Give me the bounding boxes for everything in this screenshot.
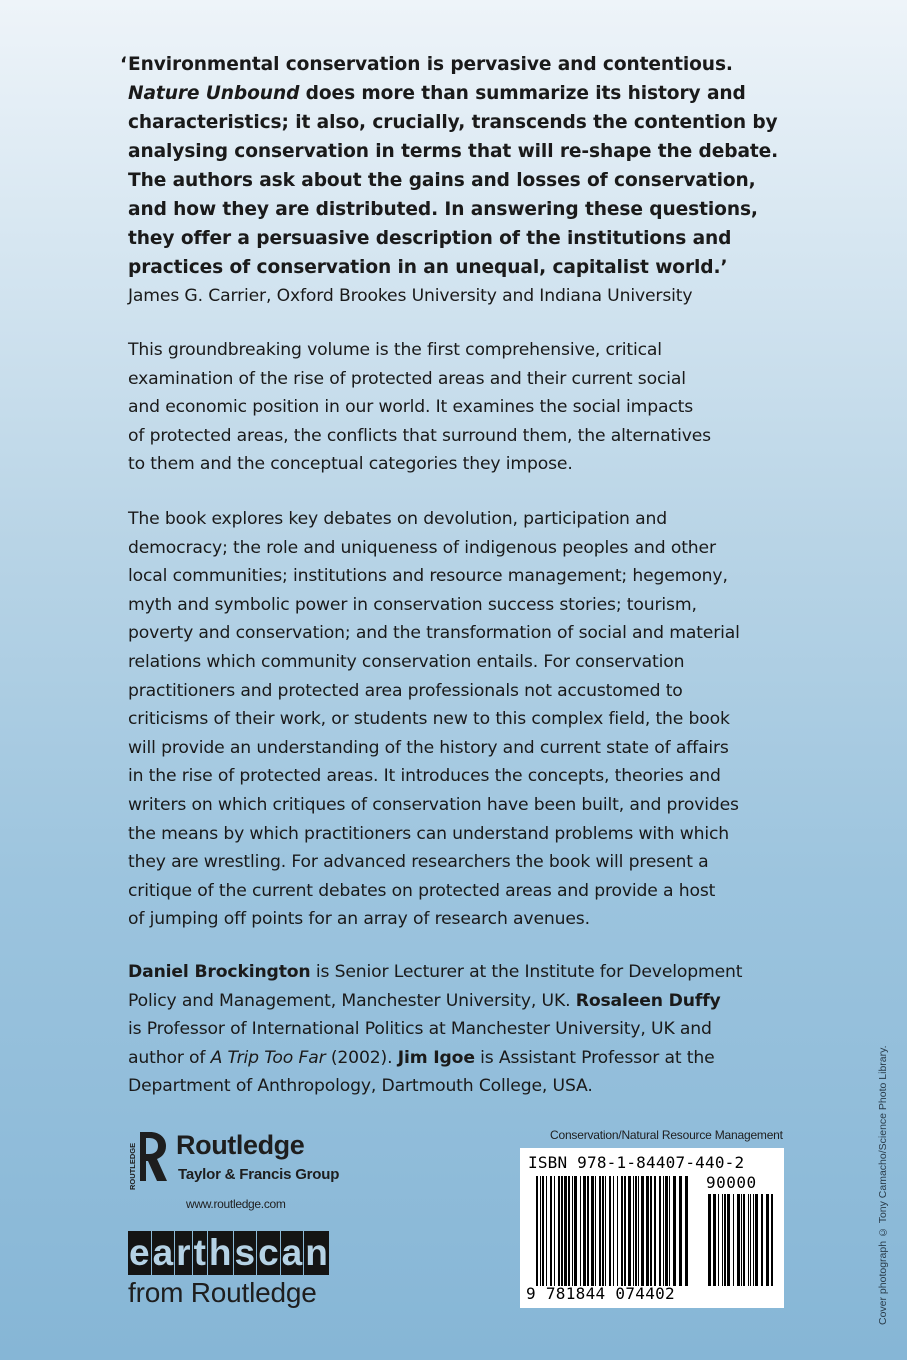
barcode-bar [580, 1176, 581, 1286]
barcode-bar [708, 1194, 711, 1286]
barcode-bar [654, 1176, 656, 1286]
quote-line: and how they are distributed. In answering these questions, [128, 199, 758, 220]
barcode-bar [685, 1176, 688, 1286]
barcode-bar [741, 1194, 742, 1286]
quote-line: The authors ask about the gains and losses of conservation, [128, 170, 756, 191]
publisher-group: Taylor & Francis Group [178, 1166, 340, 1183]
barcode-bar [665, 1176, 668, 1286]
quote-line: Environmental conservation is pervasive and contentious. [128, 54, 733, 75]
barcode-bar [635, 1176, 637, 1286]
barcode-bar [605, 1176, 606, 1286]
barcode-bar [673, 1176, 676, 1286]
barcode-bar [536, 1176, 538, 1286]
author-bios: Daniel Brockington is Senior Lecturer at the Institute for Development Policy and Management, Manchester University, UK. Rosaleen Duffy is Professor of International Politics at Manchester University, UK and author of A Trip Too Far (2002). Jim Igoe is Assistant Professor at the Department of Anthropology, Dartmouth College, USA. [128, 962, 743, 1097]
barcode-bar [650, 1176, 652, 1286]
barcode-bar [583, 1176, 586, 1286]
photo-credit: Cover photograph © Tony Camacho/Science Photo Library. [877, 1045, 889, 1325]
description-paragraph-2: The book explores key debates on devolution, participation and democracy; the role and uniqueness of indigenous peoples and other local communities; institutions and resource management; hegemony, myth and symbolic power in conservation success stories; tourism, poverty and conservation; and the transformation of social and material relations which community conservation entails. For conservation practitioners and protected area professionals not accustomed to criticisms of their work, or students new to this complex field, the book will provide an understanding of the history and current state of affairs in the rise of protected areas. It introduces the concepts, theories and writers on which critiques of conservation have been built, and provides the means by which practitioners can understand problems with which they are wrestling. For advanced researchers the book will present a critique of the current debates on protected areas and provide a host of jumping off points for an array of research avenues. [128, 509, 740, 930]
quote-line: Nature Unbound does more than summarize its history and [128, 83, 746, 104]
author-name: Jim Igoe [397, 1047, 475, 1068]
barcode-bar [574, 1176, 577, 1286]
barcode-bar [558, 1176, 560, 1286]
publisher-name: Routledge [176, 1130, 305, 1160]
quote-text [120, 50, 779, 282]
earthscan-logo: e a r t h s c a n [129, 1232, 328, 1273]
barcode-bar [718, 1194, 719, 1286]
quote-line: characteristics; it also, crucially, transcends the contention by [128, 112, 778, 133]
barcode-bar [568, 1176, 570, 1286]
barcode-bar [743, 1194, 745, 1286]
barcode-bar [659, 1176, 661, 1286]
barcode-bar [753, 1194, 754, 1286]
barcode-bar [737, 1194, 740, 1286]
barcode-bar [554, 1176, 555, 1286]
barcode-bar [613, 1176, 614, 1286]
publisher-block [128, 1130, 388, 1330]
barcode-bar [624, 1176, 626, 1286]
barcode-bar [727, 1194, 730, 1286]
close-quote-mark: ’ [720, 257, 728, 278]
barcode-bar [638, 1176, 639, 1286]
barcode-bar [550, 1176, 552, 1286]
subject-category: Conservation/Natural Resource Management [550, 1128, 783, 1142]
author-book-title: A Trip Too Far [210, 1047, 326, 1068]
description-paragraph-1: This groundbreaking volume is the first comprehensive, critical examination of the rise of protected areas and their current social and economic position in our world. It examines the social impacts of protected areas, the conflicts that surround them, the alternatives to them and the conceptual categories they impose. [128, 340, 711, 475]
barcode-bar [591, 1176, 594, 1286]
barcode-bar [663, 1176, 664, 1286]
barcode-bar [628, 1176, 631, 1286]
ean-digits: 9 781844 074402 [526, 1284, 675, 1303]
barcode-bar [609, 1176, 611, 1286]
barcode-bar [679, 1176, 682, 1286]
barcode-bar [641, 1176, 644, 1286]
quote-line: they offer a persuasive description of the institutions and [128, 228, 732, 249]
author-name: Daniel Brockington [128, 962, 311, 982]
barcode-bar [771, 1194, 773, 1286]
publisher-url: www.routledge.com [186, 1197, 286, 1211]
barcode-bar [733, 1194, 734, 1286]
open-quote-mark: ‘ [120, 54, 127, 75]
barcode-bar [669, 1176, 670, 1286]
barcode-bar [761, 1194, 763, 1286]
barcode-bar [724, 1194, 726, 1286]
imprint-tagline: from Routledge [128, 1277, 317, 1308]
quote-attribution: James G. Carrier, Oxford Brookes University and Indiana University [128, 286, 693, 306]
routledge-logo-icon [128, 1130, 168, 1194]
barcode-bar [646, 1176, 649, 1286]
barcode-bar [587, 1176, 589, 1286]
barcode-bar [561, 1176, 563, 1286]
author-name: Rosaleen Duffy [575, 990, 721, 1011]
svg-text:ROUTLEDGE: ROUTLEDGE [128, 1142, 137, 1190]
barcode-bar [633, 1176, 634, 1286]
barcode-bar [750, 1194, 751, 1286]
barcode-bar [748, 1194, 749, 1286]
barcode-bar [713, 1194, 716, 1286]
quote-book-title: Nature Unbound [128, 83, 300, 104]
barcode-bar [755, 1194, 758, 1286]
quote-line: practices of conservation in an unequal, capitalist world.’ [128, 257, 728, 278]
barcode-bar [621, 1176, 623, 1286]
barcode-bar [617, 1176, 618, 1286]
barcode-bar [766, 1194, 769, 1286]
barcode-bar [540, 1176, 541, 1286]
barcode-bar [546, 1176, 547, 1286]
quote-line: analysing conservation in terms that will re-shape the debate. [128, 141, 779, 162]
isbn-text: ISBN 978-1-84407-440-2 [528, 1153, 745, 1172]
barcode-bar [595, 1176, 596, 1286]
barcode-bar [542, 1176, 544, 1286]
isbn-barcode [520, 1148, 784, 1308]
barcode-bar [599, 1176, 601, 1286]
price-addon: 90000 [706, 1173, 757, 1192]
endorsement-quote [120, 50, 779, 311]
barcode-bar [602, 1176, 604, 1286]
barcode-bar [572, 1176, 573, 1286]
barcode-bar [722, 1194, 723, 1286]
barcode-bar [564, 1176, 567, 1286]
